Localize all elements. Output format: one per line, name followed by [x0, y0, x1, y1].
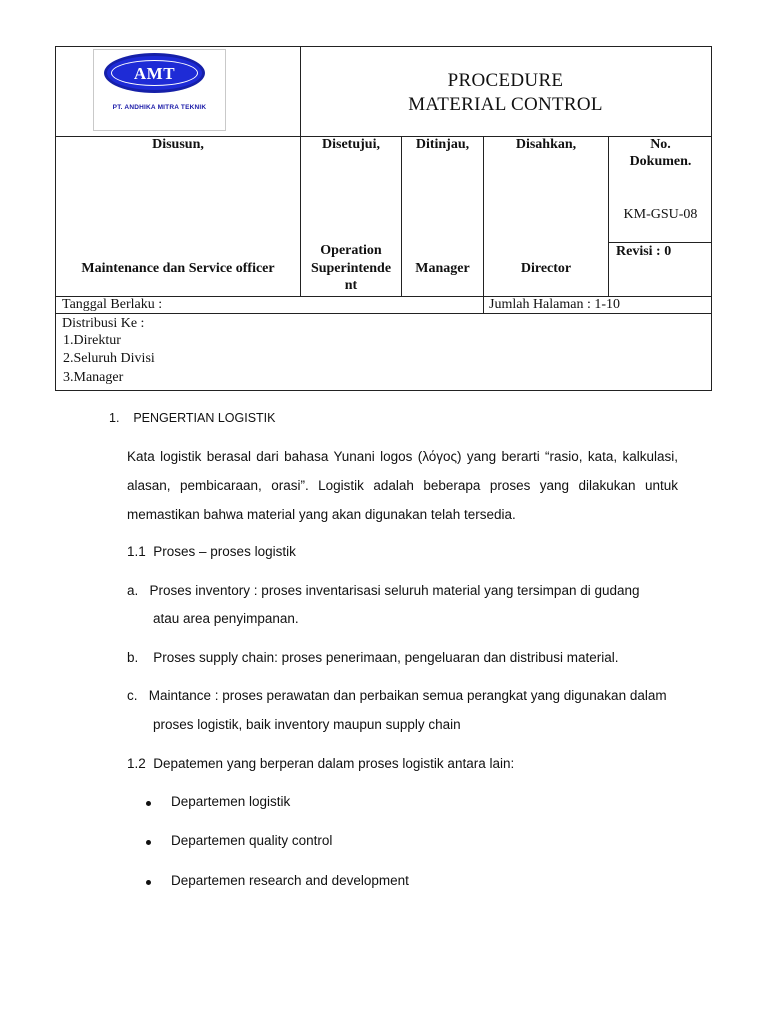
- document-title-line1: PROCEDURE: [447, 70, 564, 91]
- logo-company-name: PT. ANDHIKA MITRA TEKNIK: [112, 104, 207, 111]
- role-disetujui-1: Operation: [320, 243, 382, 258]
- document-number: KM-GSU-08: [623, 207, 698, 222]
- role-disusun: Maintenance dan Service officer: [81, 261, 275, 276]
- role-disetujui-2: Superintende: [310, 261, 392, 276]
- col-divider-3: [483, 136, 484, 314]
- jumlah-halaman: Jumlah Halaman : 1-10: [489, 297, 621, 312]
- bullet-icon: [146, 801, 151, 806]
- bullet-item: Departemen quality control: [171, 833, 333, 848]
- disahkan-label: Disahkan,: [515, 137, 577, 152]
- no-dokumen-label-1: No.: [650, 137, 671, 152]
- distribusi-item: 2.Seluruh Divisi: [63, 351, 155, 366]
- role-disahkan: Director: [520, 261, 572, 276]
- bullet-icon: [146, 840, 151, 845]
- list-item-a-cont: atau area penyimpanan.: [153, 611, 299, 626]
- distribusi-label: Distribusi Ke :: [62, 316, 145, 331]
- role-disetujui-3: nt: [344, 278, 358, 293]
- no-dokumen-label-2: Dokumen.: [629, 154, 692, 169]
- distribusi-item: 1.Direktur: [63, 333, 121, 348]
- revision-label: Revisi : 0: [616, 244, 672, 259]
- paragraph-line: Kata logistik berasal dari bahasa Yunani logos (λόγος) yang berarti “rasio, kata, kalkulasi,: [127, 449, 678, 464]
- row-divider-3: [55, 313, 712, 314]
- bullet-item: Departemen logistik: [171, 794, 291, 809]
- logo-ellipse: [104, 53, 205, 93]
- paragraph-line: alasan, pembicaraan, orasi”. Logistik adalah beberapa proses yang dilakukan untuk: [127, 478, 678, 493]
- tanggal-berlaku: Tanggal Berlaku :: [62, 297, 163, 312]
- disetujui-label: Disetujui,: [322, 137, 380, 152]
- document-title-line2: MATERIAL CONTROL: [408, 94, 603, 115]
- distribusi-item: 3.Manager: [63, 370, 124, 385]
- subsection-heading: 1.2 Depatemen yang berperan dalam proses logistik antara lain:: [127, 756, 515, 771]
- bullet-item: Departemen research and development: [171, 873, 409, 888]
- list-item-c: c. Maintance : proses perawatan dan perbaikan semua perangkat yang digunakan dalam: [127, 688, 667, 703]
- list-item-b: b. Proses supply chain: proses penerimaan, pengeluaran dan distribusi material.: [127, 650, 619, 665]
- role-ditinjau: Manager: [415, 261, 470, 276]
- ditinjau-label: Ditinjau,: [415, 137, 470, 152]
- section-heading: 1. PENGERTIAN LOGISTIK: [109, 411, 276, 425]
- logo-abbr: AMT: [133, 64, 176, 83]
- list-item-a: a. Proses inventory : proses inventarisasi seluruh material yang tersimpan di gudang: [127, 583, 640, 598]
- subsection-heading: 1.1 Proses – proses logistik: [127, 544, 296, 559]
- company-logo: [91, 47, 228, 133]
- list-item-c-cont: proses logistik, baik inventory maupun supply chain: [153, 717, 461, 732]
- bullet-icon: [146, 880, 151, 885]
- disusun-label: Disusun,: [152, 137, 204, 152]
- paragraph-line: memastikan bahwa material yang akan digunakan telah tersedia.: [127, 507, 516, 522]
